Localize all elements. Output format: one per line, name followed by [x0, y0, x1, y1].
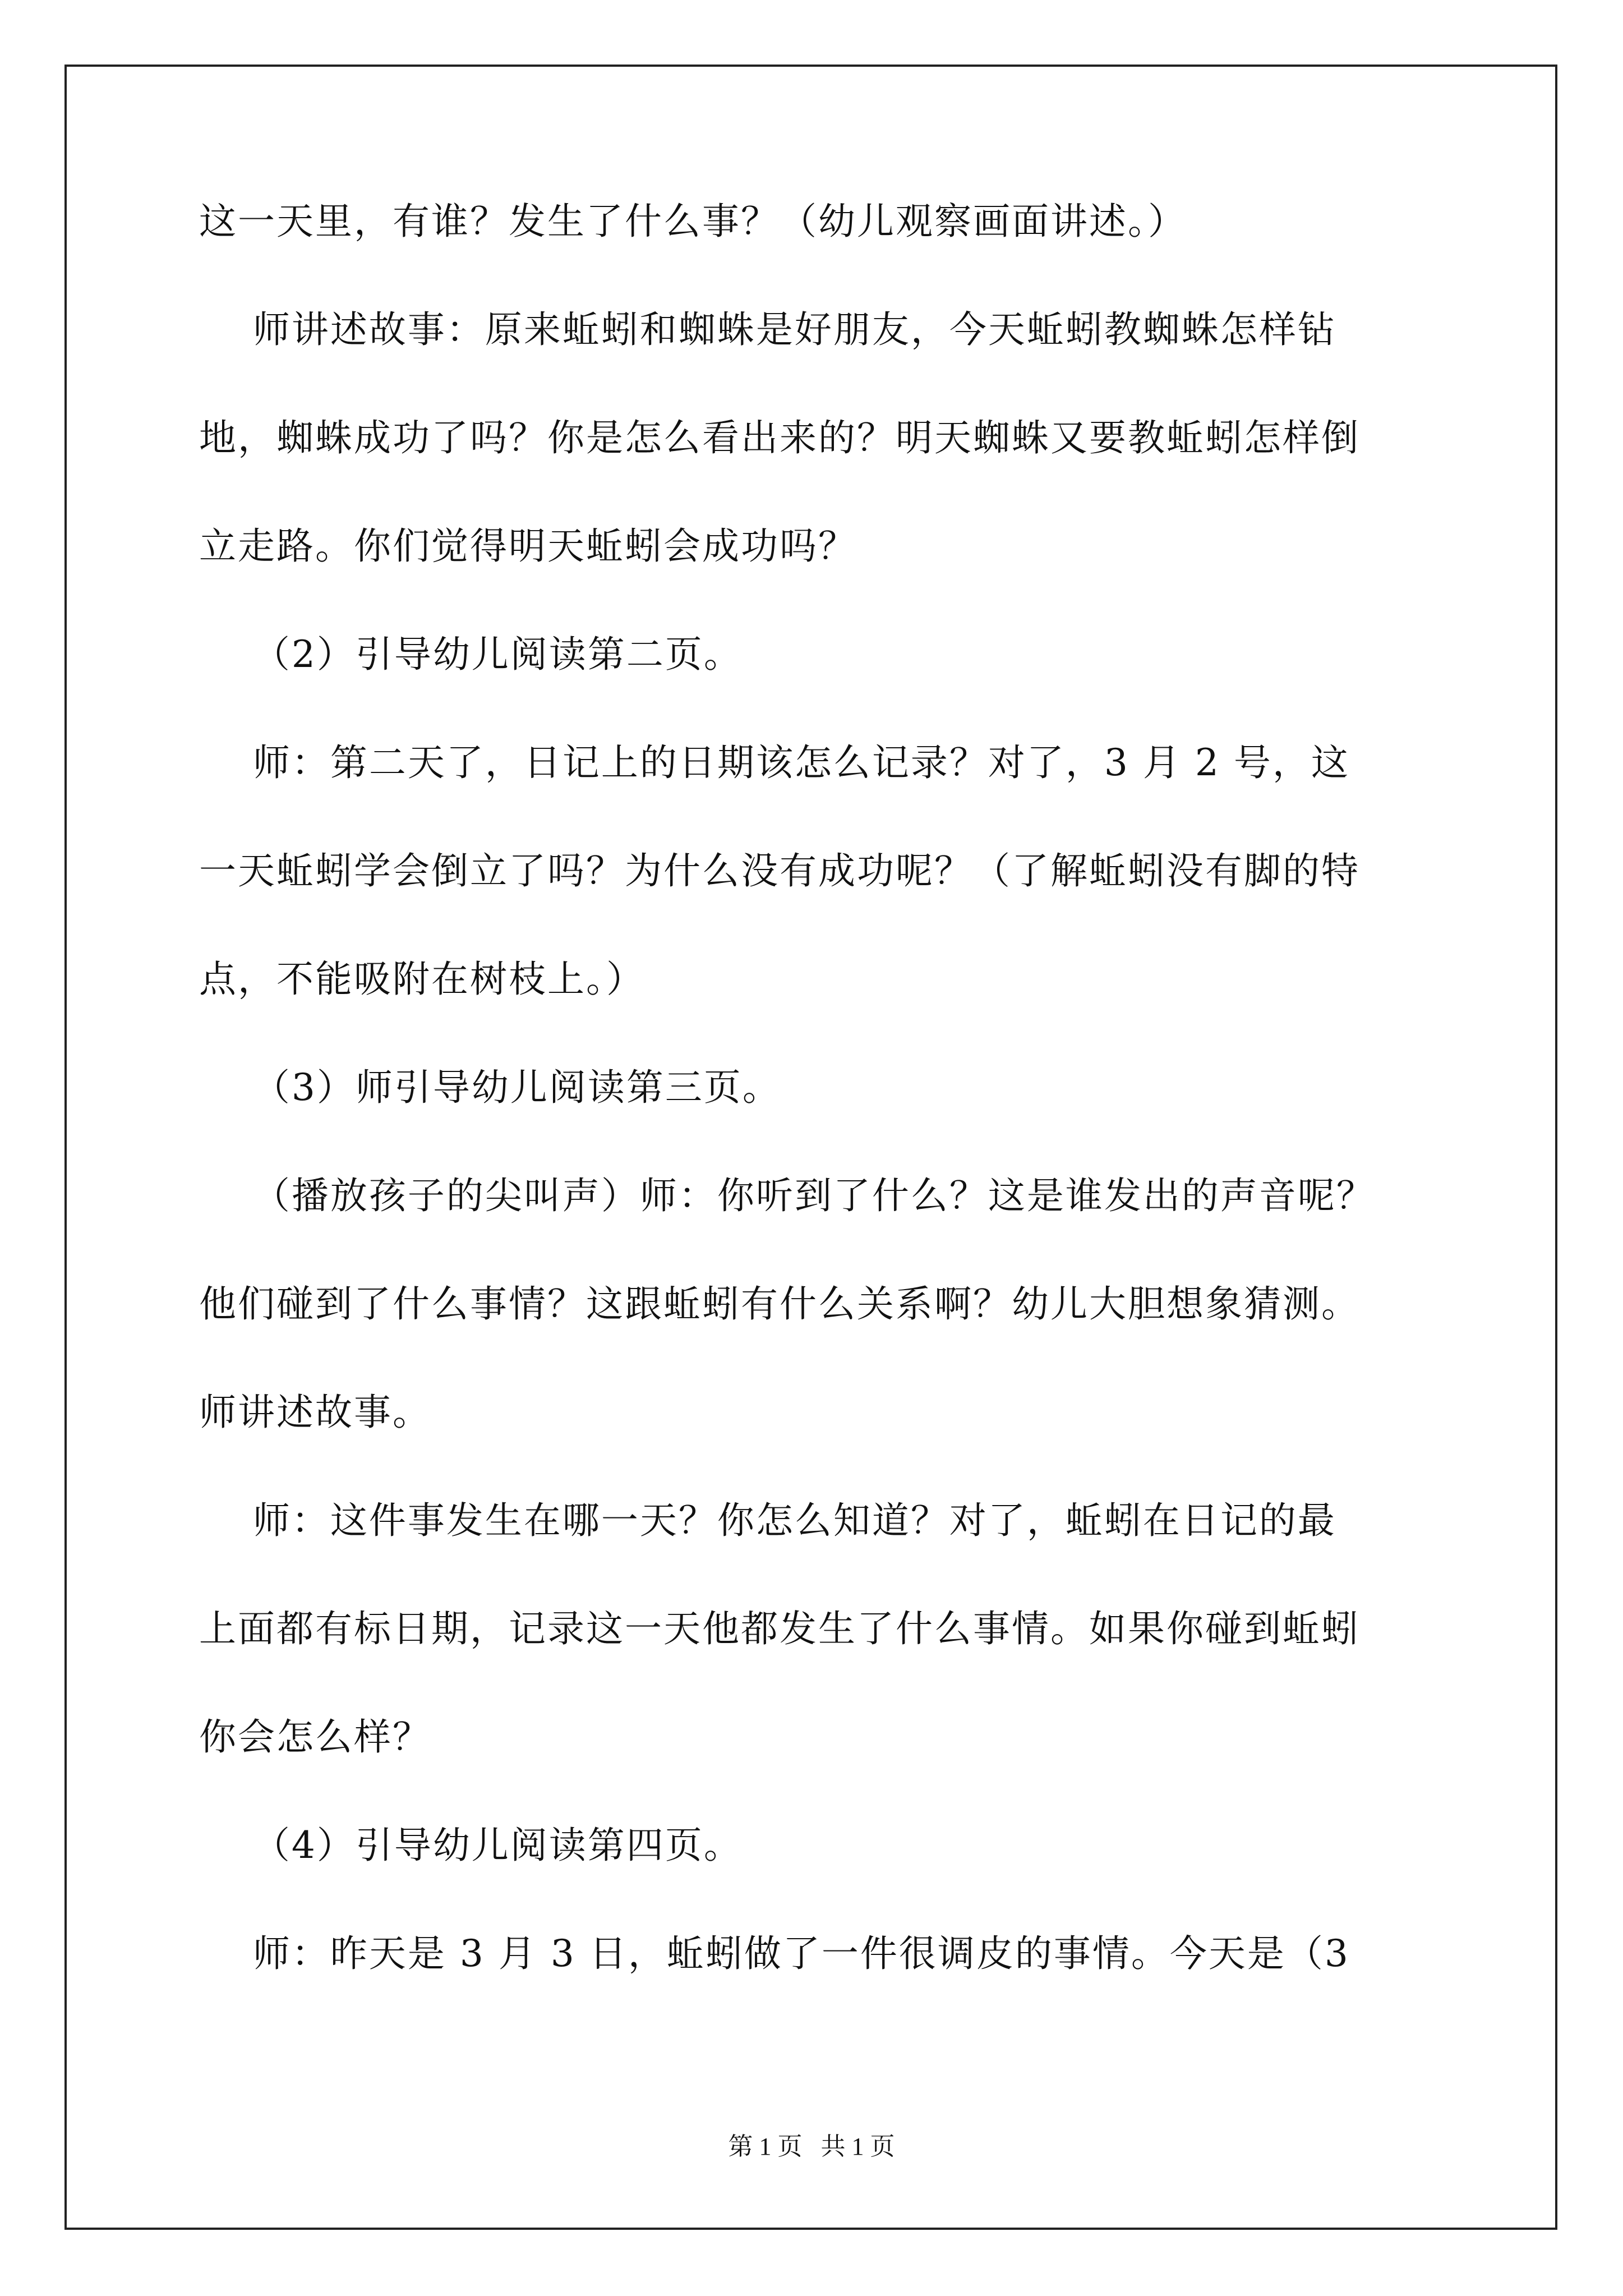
page-number-footer: 第 1 页 共 1 页 — [728, 2133, 895, 2160]
text-line: 地，蜘蛛成功了吗？你是怎么看出来的？明天蜘蛛又要教蚯蚓怎样倒 — [199, 416, 1360, 459]
text-line: 点，不能吸附在树枝上。） — [199, 958, 645, 1001]
text-line: （4）引导幼儿阅读第四页。 — [199, 1824, 743, 1867]
text-line: 立走路。你们觉得明天蚯蚓会成功吗？ — [199, 524, 857, 568]
text-line: 师：这件事发生在哪一天？你怎么知道？对了，蚯蚓在日记的最 — [199, 1499, 1336, 1542]
page-border — [64, 65, 1557, 2230]
text-line: （播放孩子的尖叫声）师：你听到了什么？这是谁发出的声音呢？ — [199, 1174, 1375, 1217]
text-line: 一天蚯蚓学会倒立了吗？为什么没有成功呢？（了解蚯蚓没有脚的特 — [199, 849, 1360, 892]
text-line: 上面都有标日期，记录这一天他都发生了什么事情。如果你碰到蚯蚓 — [199, 1607, 1360, 1650]
text-line: 师：第二天了，日记上的日期该怎么记录？对了，3 月 2 号，这 — [199, 741, 1350, 784]
text-line: 师：昨天是 3 月 3 日，蚯蚓做了一件很调皮的事情。今天是（3 — [199, 1932, 1350, 1975]
text-line: 这一天里，有谁？发生了什么事？（幼儿观察画面讲述。） — [199, 200, 1187, 243]
text-line: 师讲述故事。 — [199, 1391, 431, 1434]
text-line: 你会怎么样？ — [199, 1715, 431, 1759]
text-line: 师讲述故事：原来蚯蚓和蜘蛛是好朋友，今天蚯蚓教蜘蛛怎样钻 — [199, 308, 1336, 351]
text-line: （3）师引导幼儿阅读第三页。 — [199, 1066, 781, 1109]
text-line: 他们碰到了什么事情？这跟蚯蚓有什么关系啊？幼儿大胆想象猜测。 — [199, 1282, 1360, 1326]
text-line: （2）引导幼儿阅读第二页。 — [199, 633, 743, 676]
